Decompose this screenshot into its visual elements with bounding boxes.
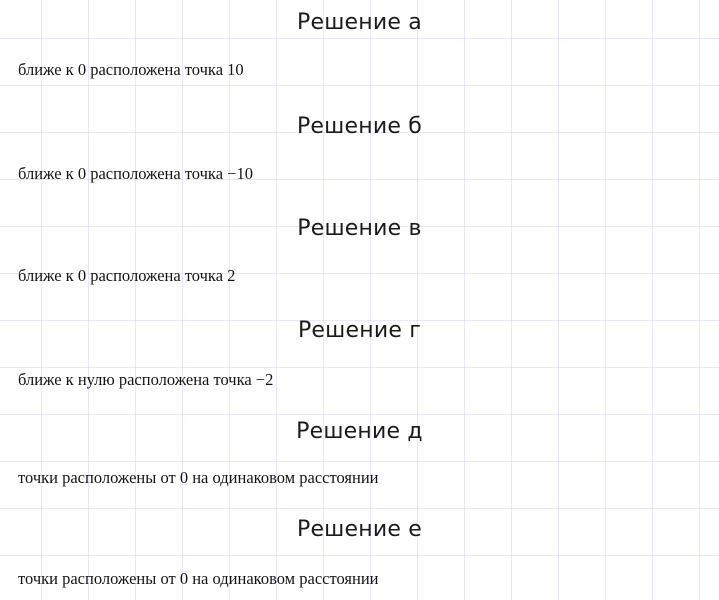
solution-heading: Решение д xyxy=(296,419,423,444)
solution-answer: точки расположены от 0 на одинаковом расстоянии xyxy=(18,468,379,487)
solution-section xyxy=(18,182,701,285)
solution-section xyxy=(18,79,701,183)
solution-answer: ближе к нулю расположена точка −2 xyxy=(18,369,274,389)
solution-section xyxy=(18,285,701,389)
solution-section xyxy=(18,0,701,79)
solution-answer: точки расположены от 0 на одинаковом расстоянии xyxy=(18,568,379,588)
solution-answer: ближе к 0 расположена точка 2 xyxy=(18,266,236,285)
solution-heading: Решение б xyxy=(296,113,423,139)
solution-heading: Решение г xyxy=(297,317,422,343)
solution-heading: Решение в xyxy=(297,216,422,241)
solution-heading: Решение е xyxy=(296,516,422,542)
solution-answer: ближе к 0 расположена точка −10 xyxy=(18,163,253,183)
solution-heading: Решение а xyxy=(297,10,422,35)
solution-section xyxy=(18,487,701,588)
solution-section xyxy=(18,388,701,487)
solution-answer: ближе к 0 расположена точка 10 xyxy=(18,60,244,79)
